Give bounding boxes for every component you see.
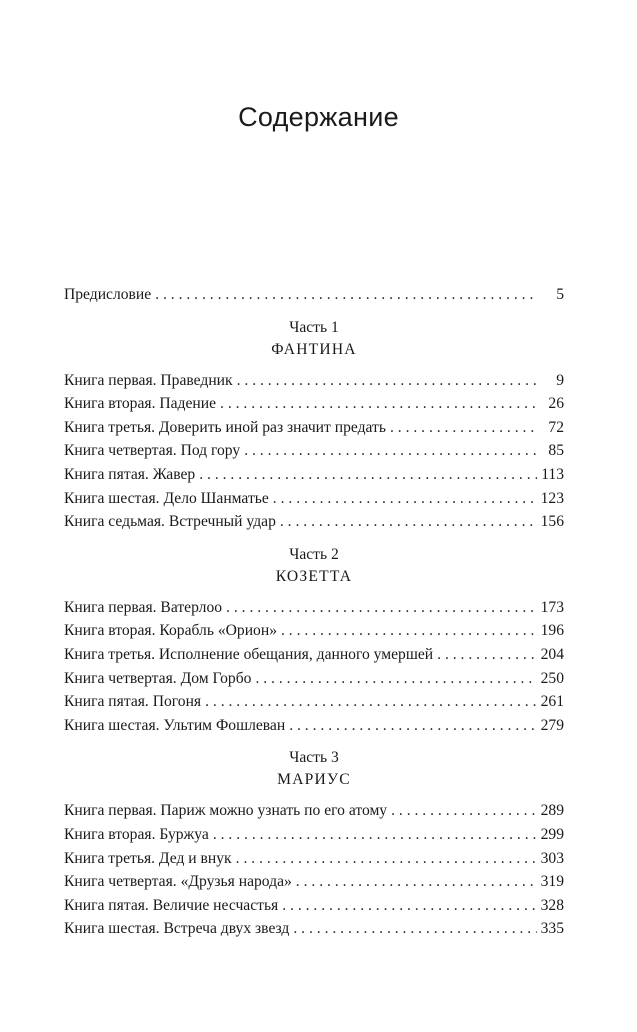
toc-entry-page: 9 <box>556 371 564 389</box>
toc-entry-page: 123 <box>540 489 564 507</box>
toc-entry-label: Книга седьмая. Встречный удар <box>64 513 276 531</box>
table-of-contents <box>64 283 564 941</box>
dot-leader <box>236 847 537 871</box>
toc-entry-label: Книга пятая. Жавер <box>64 465 196 483</box>
toc-entry-page: 113 <box>541 465 564 483</box>
toc-entry-page: 328 <box>540 896 564 914</box>
toc-entry-page: 173 <box>540 598 564 616</box>
toc-entry-page: 204 <box>540 645 564 663</box>
toc-entry[interactable] <box>64 439 564 463</box>
toc-entry[interactable] <box>64 894 564 918</box>
toc-entry[interactable] <box>64 619 564 643</box>
dot-leader <box>280 510 537 534</box>
dot-leader <box>437 643 536 667</box>
dot-leader <box>155 283 538 307</box>
toc-entry-page: 196 <box>540 622 564 640</box>
toc-entry-label: Книга третья. Дед и внук <box>64 849 232 867</box>
toc-entry[interactable] <box>64 714 564 738</box>
dot-leader <box>289 714 536 738</box>
toc-entry-page: 26 <box>548 395 564 413</box>
part-2 <box>64 544 564 738</box>
toc-entry[interactable] <box>64 643 564 667</box>
dot-leader <box>244 439 538 463</box>
dot-leader <box>199 463 537 487</box>
toc-entry-label: Книга первая. Праведник <box>64 371 233 389</box>
dot-leader <box>237 369 538 393</box>
dot-leader <box>282 894 536 918</box>
toc-entry-label: Книга шестая. Ультим Фошлеван <box>64 716 286 734</box>
dot-leader <box>296 870 537 894</box>
toc-entry-label: Книга третья. Доверить иной раз значит предать <box>64 418 386 436</box>
toc-entry[interactable] <box>64 463 564 487</box>
toc-entry-page: 303 <box>540 849 564 867</box>
toc-entry[interactable] <box>64 510 564 534</box>
dot-leader <box>293 917 536 941</box>
part-3 <box>64 747 564 941</box>
toc-entry[interactable] <box>64 847 564 871</box>
part-heading <box>64 317 564 361</box>
toc-entry[interactable] <box>64 392 564 416</box>
toc-entry[interactable] <box>64 917 564 941</box>
toc-entry-label: Книга пятая. Погоня <box>64 693 202 711</box>
dot-leader <box>281 619 537 643</box>
toc-entry-label: Книга пятая. Величие несчастья <box>64 896 279 914</box>
toc-entry-preface[interactable] <box>64 283 564 307</box>
part-name: КОЗЕТТА <box>275 567 353 585</box>
dot-leader <box>390 416 538 440</box>
toc-entry-label: Книга шестая. Встреча двух звезд <box>64 920 290 938</box>
part-name: ФАНТИНА <box>271 340 357 358</box>
toc-entry[interactable] <box>64 596 564 620</box>
toc-entry[interactable] <box>64 799 564 823</box>
part-heading <box>64 747 564 791</box>
toc-entry-label: Предисловие <box>64 286 152 303</box>
dot-leader <box>273 487 537 511</box>
toc-entry[interactable] <box>64 487 564 511</box>
toc-entry[interactable] <box>64 870 564 894</box>
toc-entry-label: Книга шестая. Дело Шанматье <box>64 489 269 507</box>
part-heading <box>64 544 564 588</box>
toc-entry-page: 72 <box>548 418 564 436</box>
part-number: Часть 3 <box>289 749 339 767</box>
toc-entry-label: Книга четвертая. Под гору <box>64 442 241 460</box>
toc-entry-label: Книга вторая. Буржуа <box>64 825 209 843</box>
dot-leader <box>205 690 537 714</box>
toc-entry-label: Книга четвертая. Дом Горбо <box>64 669 252 687</box>
toc-entry[interactable] <box>64 369 564 393</box>
toc-entry-label: Книга третья. Исполнение обещания, данного умершей <box>64 645 434 663</box>
toc-entry[interactable] <box>64 690 564 714</box>
toc-entry[interactable] <box>64 667 564 691</box>
toc-entry-label: Книга первая. Ватерлоо <box>64 598 223 616</box>
toc-entry-page: 279 <box>540 716 564 734</box>
toc-entry-page: 319 <box>540 873 564 891</box>
toc-entry-page: 261 <box>540 693 564 711</box>
toc-entry-label: Книга вторая. Падение <box>64 395 217 413</box>
toc-entry-label: Книга четвертая. «Друзья народа» <box>64 873 292 891</box>
part-number: Часть 2 <box>289 545 339 563</box>
toc-entry-page: 335 <box>540 920 564 938</box>
toc-entry[interactable] <box>64 823 564 847</box>
part-number: Часть 1 <box>289 318 339 336</box>
toc-entry-page: 250 <box>540 669 564 687</box>
toc-entry[interactable] <box>64 416 564 440</box>
toc-entry-label: Книга первая. Париж можно узнать по его атому <box>64 802 388 820</box>
toc-entry-page: 289 <box>540 802 564 820</box>
toc-entry-page: 5 <box>556 286 564 303</box>
dot-leader <box>213 823 537 847</box>
toc-entry-label: Книга вторая. Корабль «Орион» <box>64 622 277 640</box>
toc-entry-page: 299 <box>540 825 564 843</box>
dot-leader <box>226 596 537 620</box>
dot-leader <box>220 392 538 416</box>
toc-entry-page: 85 <box>548 442 564 460</box>
page-title: Содержание <box>238 102 399 133</box>
part-name: МАРИУС <box>277 771 351 789</box>
dot-leader <box>391 799 537 823</box>
part-1 <box>64 317 564 534</box>
dot-leader <box>255 667 536 691</box>
toc-entry-page: 156 <box>540 513 564 531</box>
